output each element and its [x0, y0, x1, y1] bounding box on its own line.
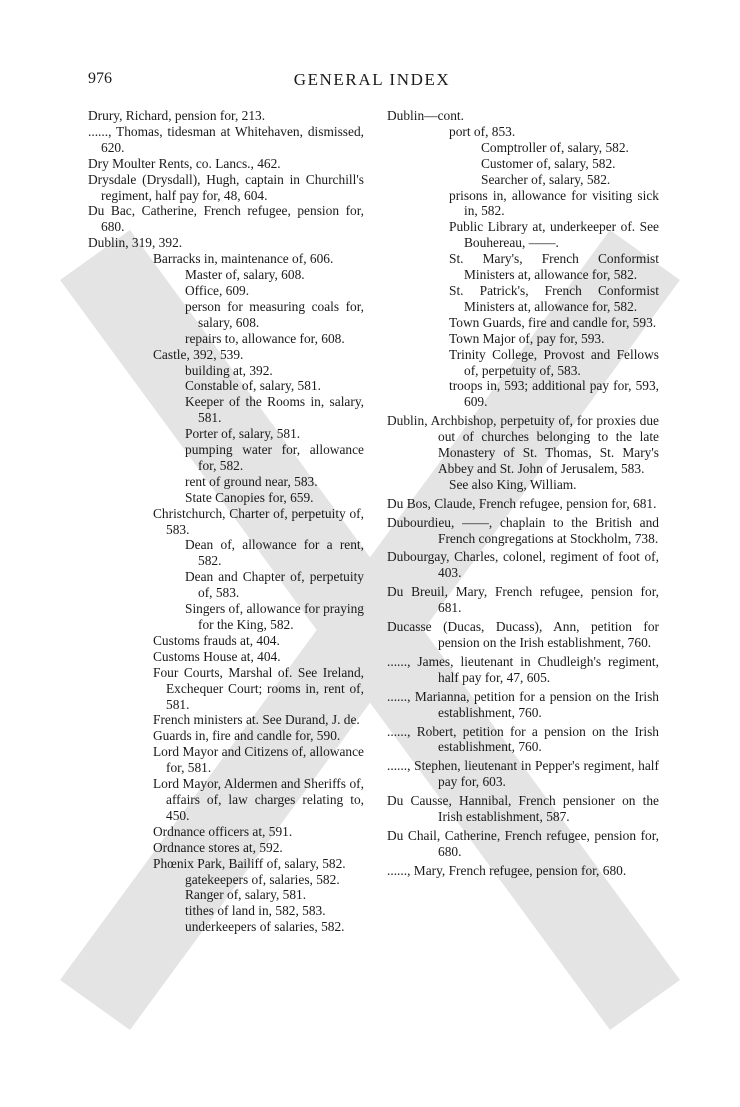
index-entry: St. Mary's, French Conformist Ministers at, allowance for, 582.	[449, 251, 659, 283]
index-entry: Trinity College, Provost and Fellows of, perpetuity of, 583.	[449, 346, 659, 378]
page-title: GENERAL INDEX	[293, 70, 451, 89]
index-entry: ......, James, lieutenant in Chudleigh's regiment, half pay for, 47, 605.	[387, 653, 659, 685]
index-entry: Du Breuil, Mary, French refugee, pension for, 681.	[387, 584, 659, 616]
index-entry: Dean of, allowance for a rent, 582.	[185, 537, 364, 569]
index-entry: Dry Moulter Rents, co. Lancs., 462.	[88, 155, 281, 171]
index-entry: Customs House at, 404.	[153, 648, 281, 664]
index-entry: Comptroller of, salary, 582.	[481, 139, 629, 155]
index-entry: State Canopies for, 659.	[185, 489, 314, 505]
index-entry: Singers of, allowance for praying for the King, 582.	[185, 601, 364, 632]
index-entry: Barracks in, maintenance of, 606.	[153, 251, 334, 267]
index-entry: Dublin, 319, 392.	[88, 235, 183, 251]
index-entry: Christchurch, Charter of, perpetuity of, 583.	[153, 505, 364, 537]
index-entry: Ducasse (Ducas, Ducass), Ann, petition for pension on the Irish establishment, 760.	[387, 619, 659, 650]
index-entry: pumping water for, allowance for, 582.	[185, 442, 364, 473]
index-entry: building at, 392.	[185, 362, 273, 378]
index-entry: Keeper of the Rooms in, salary, 581.	[185, 394, 364, 426]
index-entry: Dean and Chapter of, perpetuity of, 583.	[185, 569, 364, 601]
index-entry: Town Major of, pay for, 593.	[449, 330, 605, 346]
index-entry: Customer of, salary, 582.	[481, 155, 616, 171]
index-column-left	[88, 108, 364, 935]
index-entry: Public Library at, underkeeper of. See Bouhereau, ——.	[449, 219, 659, 251]
index-entry: Du Bac, Catherine, French refugee, pension for, 680.	[88, 203, 364, 235]
index-entry: Dublin, Archbishop, perpetuity of, for proxies due out of churches belonging to the late Monastery of St. Thomas, St. Mary's Abbey and St. John of Jerusalem, 583.	[387, 413, 659, 476]
page-number: 976	[88, 70, 112, 87]
index-entry: Constable of, salary, 581.	[185, 378, 321, 394]
index-entry: underkeepers of salaries, 582.	[185, 919, 345, 935]
index-entry: prisons in, allowance for visiting sick in, 582.	[449, 187, 659, 219]
index-entry: Ranger of, salary, 581.	[185, 887, 307, 903]
index-entry: ......, Thomas, tidesman at Whitehaven, dismissed, 620.	[88, 123, 364, 155]
index-entry: Ordnance stores at, 592.	[153, 839, 283, 855]
index-entry: Customs frauds at, 404.	[153, 632, 280, 648]
index-entry: Lord Mayor and Citizens of, allowance for, 581.	[153, 744, 364, 776]
index-entry: ......, Marianna, petition for a pension on the Irish establishment, 760.	[387, 688, 659, 720]
index-entry: port of, 853.	[449, 123, 516, 139]
index-entry: Ordnance officers at, 591.	[153, 823, 293, 839]
index-entry: See also King, William.	[449, 476, 577, 492]
index-entry: Four Courts, Marshal of. See Ireland, Exchequer Court; rooms in, rent of, 581.	[153, 664, 364, 712]
index-entry: ......, Robert, petition for a pension on the Irish establishment, 760.	[387, 723, 659, 755]
index-entry: Lord Mayor, Aldermen and Sheriffs of, affairs of, law charges relating to, 450.	[153, 776, 364, 823]
index-entry: Phœnix Park, Bailiff of, salary, 582.	[153, 855, 346, 871]
index-entry: French ministers at. See Durand, J. de.	[153, 712, 360, 728]
index-entry: repairs to, allowance for, 608.	[185, 330, 345, 346]
index-entry: tithes of land in, 582, 583.	[185, 903, 326, 919]
index-entry: Porter of, salary, 581.	[185, 426, 301, 442]
index-entry: Du Bos, Claude, French refugee, pension for, 681.	[387, 495, 657, 511]
index-entry: Town Guards, fire and candle for, 593.	[449, 314, 657, 330]
index-entry: Guards in, fire and candle for, 590.	[153, 728, 341, 744]
index-entry: person for measuring coals for, salary, 608.	[185, 298, 364, 330]
index-entry: ......, Mary, French refugee, pension for, 680.	[387, 862, 627, 878]
index-entry: Du Chail, Catherine, French refugee, pension for, 680.	[387, 827, 659, 859]
index-entry: troops in, 593; additional pay for, 593, 609.	[449, 378, 659, 410]
index-column-right	[387, 108, 659, 879]
index-entry: ......, Stephen, lieutenant in Pepper's regiment, half pay for, 603.	[387, 758, 659, 790]
index-entry: Castle, 392, 539.	[153, 346, 244, 362]
index-entry: Dubourdieu, ——, chaplain to the British and French congregations at Stockholm, 738.	[387, 514, 659, 546]
index-entry: Dubourgay, Charles, colonel, regiment of foot of, 403.	[387, 549, 659, 581]
index-entry: gatekeepers of, salaries, 582.	[185, 871, 340, 887]
index-entry: Du Causse, Hannibal, French pensioner on the Irish establishment, 587.	[387, 793, 659, 825]
index-entry: Dublin—cont.	[387, 108, 464, 123]
index-entry: St. Patrick's, French Conformist Ministers at, allowance for, 582.	[449, 282, 659, 314]
index-entry: rent of ground near, 583.	[185, 473, 318, 489]
index-entry: Master of, salary, 608.	[185, 267, 305, 283]
index-entry: Drury, Richard, pension for, 213.	[88, 108, 266, 123]
index-entry: Office, 609.	[185, 282, 250, 298]
page-header	[88, 70, 656, 94]
index-entry: Drysdale (Drysdall), Hugh, captain in Churchill's regiment, half pay for, 48, 604.	[88, 171, 364, 203]
index-entry: Searcher of, salary, 582.	[481, 171, 611, 187]
